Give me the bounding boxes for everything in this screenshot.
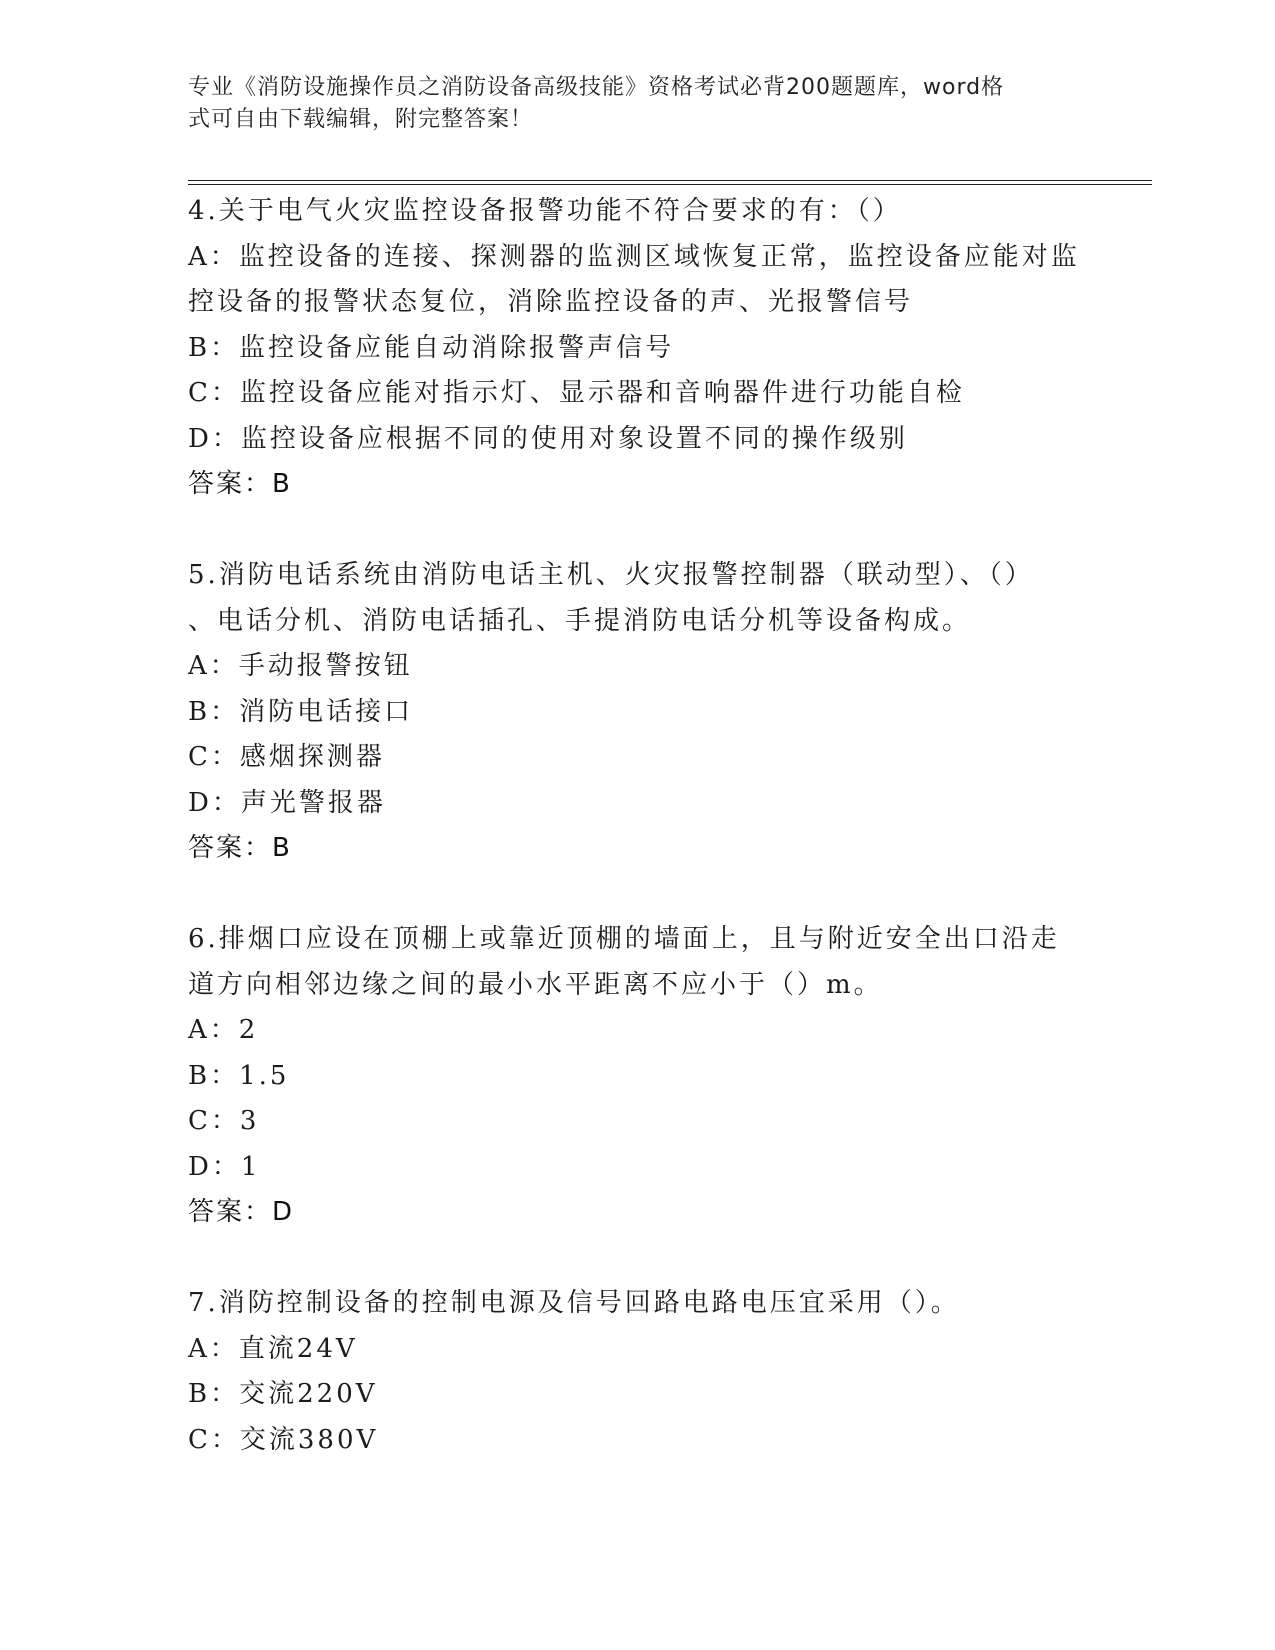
answer-option: C：交流380V <box>188 1424 379 1455</box>
question-block <box>188 917 1088 1281</box>
answer-option: D：1 <box>188 1151 261 1182</box>
answer-option: D：监控设备应根据不同的使用对象设置不同的操作级别 <box>188 423 908 454</box>
answer-option: A：2 <box>188 1015 259 1045</box>
answer-option: B：消防电话接口 <box>188 696 414 727</box>
answer-option: C：监控设备应能对指示灯、显示器和音响器件进行功能自检 <box>188 378 965 408</box>
question-stem: 、电话分机、消防电话插孔、手提消防电话分机等设备构成。 <box>188 605 972 636</box>
header-divider-bottom <box>188 184 1152 185</box>
question-stem: 7.消防控制设备的控制电源及信号回路电路电压宜采用（）。 <box>188 1288 960 1318</box>
question-spacer <box>188 1236 1088 1282</box>
question-block <box>188 189 1088 553</box>
answer-option: B：监控设备应能自动消除报警声信号 <box>188 332 675 363</box>
answer-option: B：交流220V <box>188 1379 378 1409</box>
question-stem: 4.关于电气火灾监控设备报警功能不符合要求的有：（） <box>188 196 902 226</box>
question-block <box>188 1281 1088 1463</box>
answer-option: A：直流24V <box>188 1333 358 1364</box>
header-line-2: 式可自由下载编辑，附完整答案！ <box>188 107 534 132</box>
answer-key: 答案：B <box>188 469 292 499</box>
answer-option: D：声光警报器 <box>188 787 386 818</box>
question-block <box>188 553 1088 917</box>
question-stem: 道方向相邻边缘之间的最小水平距离不应小于（）m。 <box>188 969 883 1000</box>
answer-option: B：1.5 <box>188 1060 290 1091</box>
question-spacer <box>188 872 1088 918</box>
question-list <box>188 189 1088 1463</box>
header-line-1: 专业《消防设施操作员之消防设备高级技能》资格考试必背200题题库，word格 <box>188 75 1005 100</box>
answer-option: 控设备的报警状态复位，消除监控设备的声、光报警信号 <box>188 287 914 317</box>
header-divider-top <box>188 180 1152 181</box>
answer-key: 答案：D <box>188 1197 295 1227</box>
answer-option: A：手动报警按钮 <box>188 651 413 681</box>
answer-key: 答案：B <box>188 833 292 863</box>
answer-option: C：感烟探测器 <box>188 742 385 772</box>
question-stem: 6.排烟口应设在顶棚上或靠近顶棚的墙面上，且与附近安全出口沿走 <box>188 924 1060 954</box>
question-spacer <box>188 508 1088 554</box>
answer-option: C：3 <box>188 1106 260 1136</box>
question-stem: 5.消防电话系统由消防电话主机、火灾报警控制器（联动型）、（） <box>188 560 1034 590</box>
document-header <box>188 72 1068 136</box>
answer-option: A：监控设备的连接、探测器的监测区域恢复正常，监控设备应能对监 <box>188 241 1080 272</box>
